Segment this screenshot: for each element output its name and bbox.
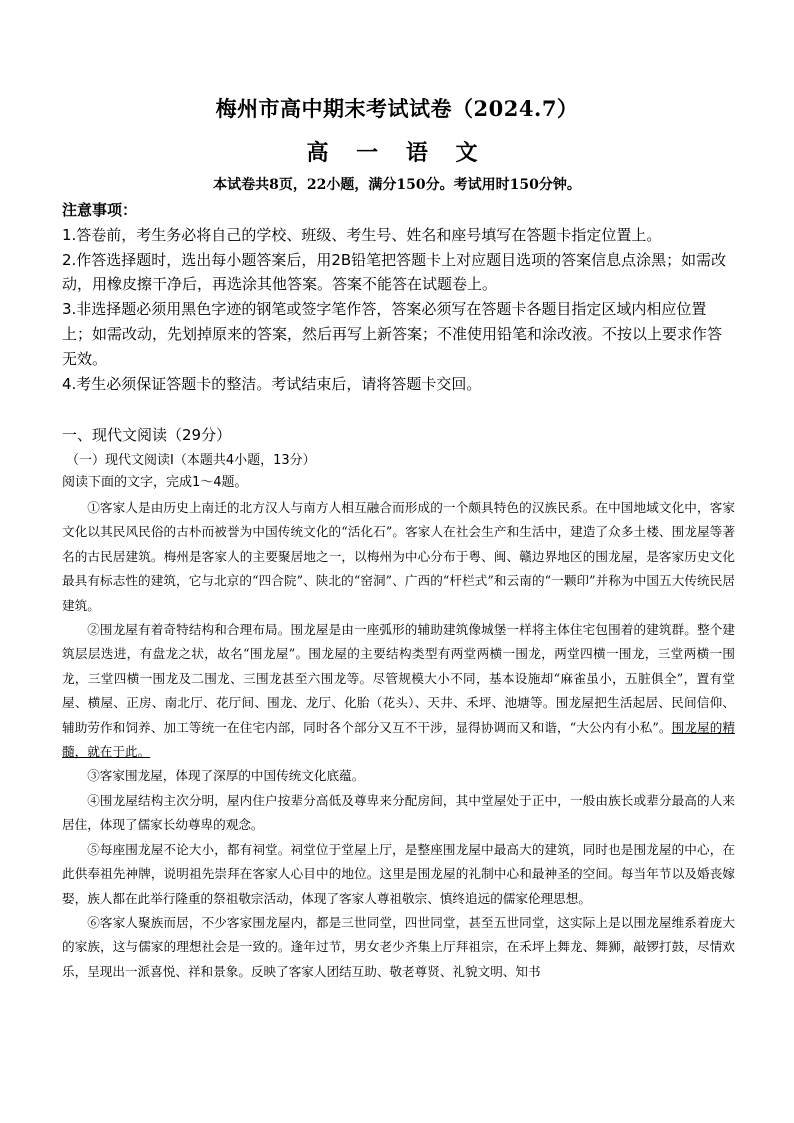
paragraph-2-text: ②围龙屋有着奇特结构和合理布局。围龙屋是由一座弧形的辅助建筑像城堡一样将主体住宅包围着的建筑群。整个建筑层层迭进，有盘龙之状，故名“围龙屋”。围龙屋的主要结构类型有两堂两横一围龙，两堂四横一围龙，三堂两横一围龙，三堂四横一围龙及二围龙、三围龙甚至六围龙等。尽管规模大小不同，基本设施却“麻雀虽小，五脏俱全”，置有堂屋、横屋、正房、南北厅、花厅间、围龙、龙厅、化胎（花头）、天井、禾坪、池塘等。围龙屋把生活起居、民间信仰、辅助劳作和饲养、加工等统一在住宅内部，同时各个部分又互不干涉，显得协调而又和谐，“大公内有小私”。 [62, 622, 735, 735]
underlined-sentence: 围龙屋的精髓，就在于此。 [62, 719, 735, 760]
notes-block [62, 198, 732, 396]
reading-instruction: 阅读下面的文字，完成1～4题。 [62, 475, 248, 490]
passage-paragraph-3: ③客家围龙屋，体现了深厚的中国传统文化底蕴。 [87, 768, 365, 784]
note-item: 2.作答选择题时，选出每小题答案后，用2B铅笔把答题卡上对应题目选项的答案信息点涂黑；如需改动，用橡皮擦干净后，再选涂其他答案。答案不能答在试题卷上。 [62, 250, 727, 294]
exam-title: 梅州市高中期末考试试卷（2024.7） [215, 96, 579, 121]
passage-paragraph-4: ④围龙屋结构主次分明，屋内住户按辈分高低及尊卑来分配房间，其中堂屋处于正中，一般由族长或辈分最高的人来居住，体现了儒家长幼尊卑的观念。 [62, 792, 735, 833]
notes-heading: 注意事项： [62, 201, 138, 219]
subsection-title: （一）现代文阅读Ⅰ（本题共4小题，13分） [66, 453, 316, 468]
note-item: 1.答卷前，考生务必将自己的学校、班级、考生号、姓名和座号填写在答题卡指定位置上。 [62, 225, 662, 244]
passage-paragraph-2 [62, 618, 735, 764]
subject-title: 高 一 语 文 [306, 140, 488, 166]
note-item: 4.考生必须保证答题卡的整洁。考试结束后，请将答题卡交回。 [62, 374, 482, 393]
exam-info: 本试卷共8页，22小题，满分150分。考试用时150分钟。 [213, 177, 581, 193]
passage-paragraph-1: ①客家人是由历史上南迁的北方汉人与南方人相互融合而形成的一个颇具特色的汉族民系。在中国地域文化中，客家文化以其民风民俗的古朴而被誉为中国传统文化的“活化石”。客家人在社会生产和生活中，建造了众多土楼、围龙屋等著名的古民居建筑。梅州是客家人的主要聚居地之一，以梅州为中心分布于粤、闽、赣边界地区的围龙屋，是客家历史文化最具有标志性的建筑，它与北京的“四合院”、陕北的“窑洞”、广西的“杆栏式”和云南的“一颗印”并称为中国五大传统民居建筑。 [62, 500, 735, 613]
reading-passage [62, 496, 735, 984]
section-title: 一、现代文阅读（29分） [62, 426, 232, 444]
passage-paragraph-5: ⑤每座围龙屋不论大小，都有祠堂。祠堂位于堂屋上厅，是整座围龙屋中最高大的建筑，同时也是围龙屋的中心，在此供奉祖先神牌，说明祖先崇拜在客家人心目中的地位。这里是围龙屋的礼制中心和最神圣的空间。每当年节以及婚丧嫁娶，族人都在此举行隆重的祭祖敬宗活动，体现了客家人尊祖敬宗、慎终追远的儒家伦理思想。 [62, 841, 735, 906]
note-item: 3.非选择题必须用黑色字迹的钢笔或签字笔作答，答案必须写在答题卡各题目指定区域内相应位置上；如需改动，先划掉原来的答案，然后再写上新答案；不准使用铅笔和涂改液。不按以上要求作答无效。 [62, 300, 723, 368]
passage-paragraph-6: ⑥客家人聚族而居，不少客家围龙屋内，都是三世同堂，四世同堂，甚至五世同堂，这实际上是以围龙屋维系着庞大的家族，这与儒家的理想社会是一致的。逢年过节，男女老少齐集上厅拜祖宗，在禾坪上舞龙、舞狮，敲锣打鼓，尽情欢乐，呈现出一派喜悦、祥和景象。反映了客家人团结互助、敬老尊贤、礼貌文明、知书 [62, 914, 735, 979]
